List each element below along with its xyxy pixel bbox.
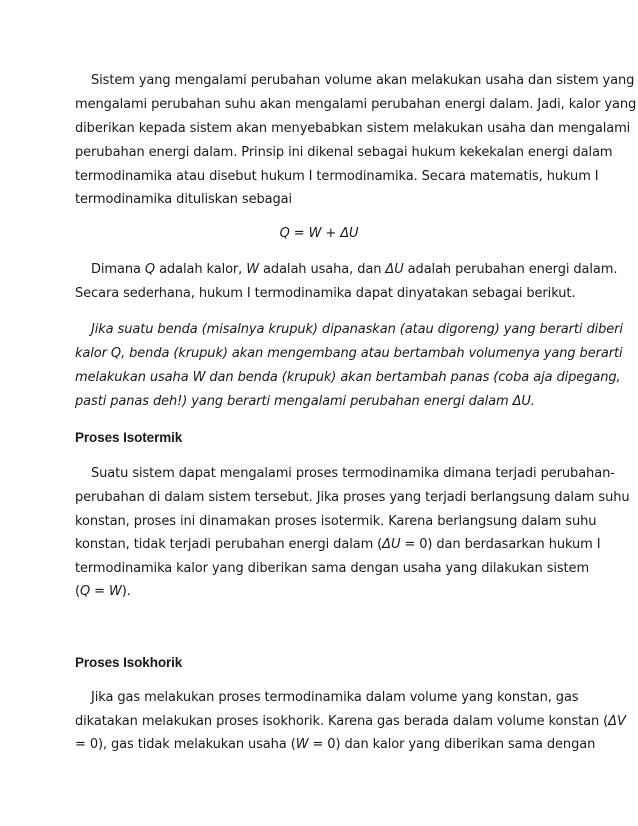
text-run: = [90, 584, 109, 599]
isotermik-line-3: konstan, proses ini dinamakan proses isotermik. Karena berlangsung dalam suhu [75, 514, 597, 529]
isokhorik-line-3 [75, 737, 595, 753]
text-run: ( [75, 584, 80, 599]
equation-delta-u: ΔU [340, 226, 359, 241]
paragraph-1-line-3: diberikan kepada sistem akan menyebabkan sistem melakukan usaha dan mengalami [75, 121, 631, 136]
equation-plus: + [321, 226, 341, 241]
text-run: adalah perubahan energi dalam. [403, 262, 618, 277]
isotermik-line-6 [75, 584, 131, 600]
text-run: dikatakan melakukan proses isokhorik. Karena gas berada dalam volume konstan ( [75, 714, 609, 729]
paragraph-2-line-1 [91, 262, 617, 278]
var-delta-v: ΔV [608, 714, 626, 729]
text-run: Dimana [91, 262, 145, 277]
paragraph-1-line-2: mengalami perubahan suhu akan mengalami perubahan energi dalam. Jadi, kalor yang [75, 97, 637, 112]
isokhorik-line-2 [75, 714, 626, 730]
text-run: = 0) dan kalor yang diberikan sama dengan [308, 737, 596, 752]
var-delta-u: ΔU [385, 262, 404, 277]
text-run: ). [121, 584, 131, 599]
paragraph-1-line-4: perubahan energi dalam. Prinsip ini dikenal sebagai hukum kekekalan energi dalam [75, 145, 613, 160]
isotermik-line-4 [75, 537, 600, 553]
paragraph-1-line-6: termodinamika dituliskan sebagai [75, 192, 293, 207]
heading-proses-isotermik: Proses Isotermik [75, 430, 183, 445]
paragraph-1-line-1: Sistem yang mengalami perubahan volume akan melakukan usaha dan sistem yang [91, 73, 635, 88]
text-run: = 0), gas tidak melakukan usaha ( [75, 737, 296, 752]
equation-q: Q [279, 226, 290, 241]
paragraph-1-line-5: termodinamika atau disebut hukum I termodinamika. Secara matematis, hukum I [75, 169, 599, 184]
isotermik-line-5: termodinamika kalor yang diberikan sama dengan usaha yang dilakukan sistem [75, 561, 590, 576]
example-line-1: Jika suatu benda (misalnya krupuk) dipanaskan (atau digoreng) yang berarti diberi [91, 322, 623, 337]
var-q: Q [144, 262, 156, 277]
text-run: konstan, tidak terjadi perubahan energi dalam ( [75, 537, 383, 552]
example-line-2: kalor Q, benda (krupuk) akan mengembang atau bertambah volumenya yang berarti [75, 346, 623, 361]
isotermik-line-1: Suatu sistem dapat mengalami proses termodinamika dimana terjadi perubahan- [91, 466, 615, 481]
text-run: adalah usaha, dan [259, 262, 386, 277]
isotermik-line-2: perubahan di dalam sistem tersebut. Jika proses yang terjadi berlangsung dalam suhu [75, 490, 630, 505]
var-w: W [108, 584, 122, 599]
example-line-4: pasti panas deh!) yang berarti mengalami perubahan energi dalam ΔU. [75, 394, 535, 409]
paragraph-2-line-2: Secara sederhana, hukum I termodinamika dapat dinyatakan sebagai berikut. [75, 286, 576, 301]
var-q: Q [79, 584, 91, 599]
isokhorik-line-1: Jika gas melakukan proses termodinamika dalam volume yang konstan, gas [91, 690, 579, 705]
text-run: = 0) dan berdasarkan hukum I [400, 537, 601, 552]
var-w: W [246, 262, 260, 277]
var-delta-u: ΔU [382, 537, 401, 552]
text-run: adalah kalor, [155, 262, 247, 277]
example-line-3: melakukan usaha W dan benda (krupuk) akan bertambah panas (coba aja dipegang, [75, 370, 621, 385]
equation-equals: = [289, 226, 309, 241]
var-w: W [295, 737, 309, 752]
equation-w: W [308, 226, 322, 241]
equation [0, 226, 638, 242]
heading-proses-isokhorik: Proses Isokhorik [75, 655, 183, 670]
